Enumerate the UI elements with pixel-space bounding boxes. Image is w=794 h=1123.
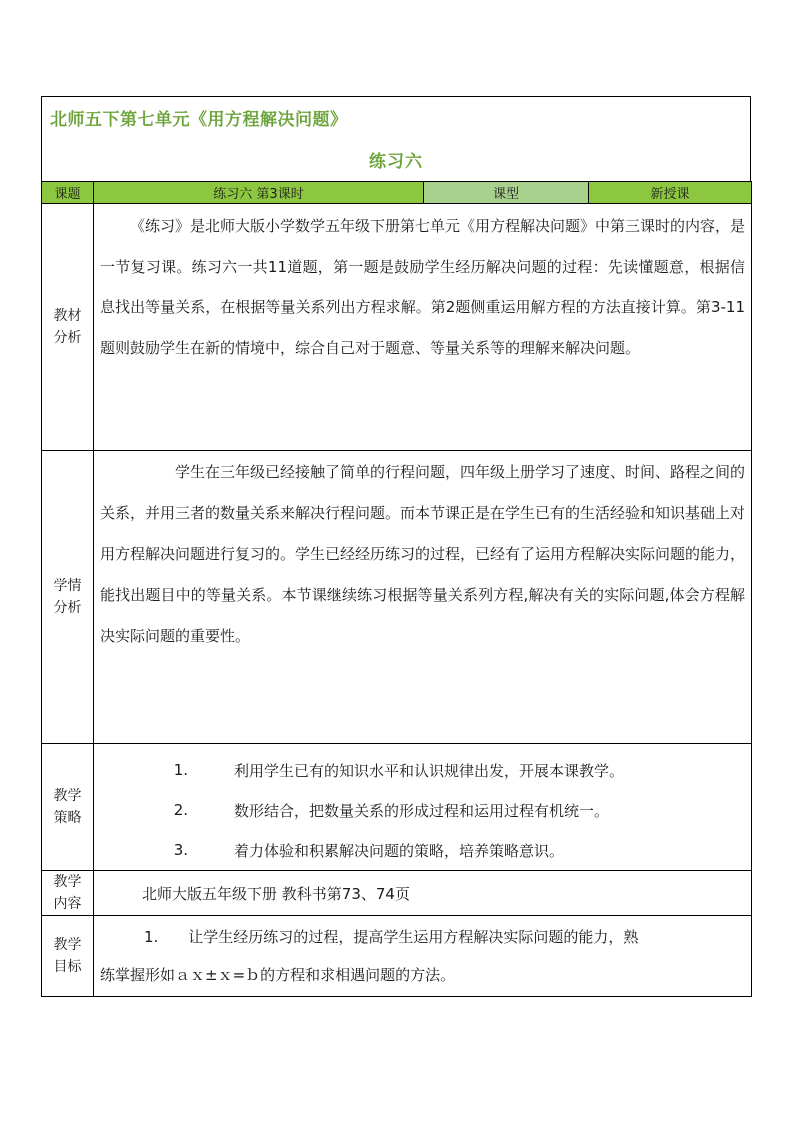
topic-value: 练习六 第3课时 — [94, 182, 424, 204]
material-text: 《练习》是北师大版小学数学五年级下册第七单元《用方程解决问题》中第三课时的内容，是一节复习课。练习六一共11道题，第一题是鼓励学生经历解决问题的过程：先读懂题意，根据信息找出等量关系，在根据等量关系列出方程求解。第2题侧重运用解方程的方法直接计算。第3-11题则鼓励学生在新的情境中，综合自己对于题意、等量关系等的理解来解决问题。 — [100, 217, 746, 357]
type-label: 课型 — [424, 182, 589, 204]
list-item-number: 2. — [173, 801, 188, 819]
goal-line-1: 1. 让学生经历练习的过程，提高学生运用方程解决实际问题的能力，熟 — [144, 928, 639, 946]
goal-row — [42, 916, 752, 997]
lesson-plan-table — [41, 181, 752, 997]
list-item-number: 3. — [173, 841, 188, 859]
strategy-label-text: 教学 策略 — [53, 788, 82, 826]
list-item — [94, 790, 751, 830]
info-row — [42, 182, 752, 204]
strategy-list — [94, 744, 751, 870]
type-value: 新授课 — [589, 182, 752, 204]
list-item — [94, 830, 751, 870]
student-label — [42, 451, 94, 744]
title-box — [41, 96, 751, 181]
list-item-number: 1. — [173, 761, 188, 779]
student-cell — [94, 451, 752, 744]
goal-label — [42, 916, 94, 997]
material-label — [42, 204, 94, 451]
main-title: 北师五下第七单元《用方程解决问题》 — [50, 110, 348, 130]
list-item-text: 利用学生已有的知识水平和认识规律出发，开展本课教学。 — [234, 761, 625, 780]
goal-cell — [94, 916, 752, 997]
list-item-text: 着力体验和积累解决问题的策略，培养策略意识。 — [234, 841, 565, 860]
student-text: 学生在三年级已经接触了简单的行程问题，四年级上册学习了速度、时间、路程之间的关系，并用三者的数量关系来解决行程问题。而本节课正是在学生已有的生活经验和知识基础上对用方程解决问题进行复习的。学生已经经历练习的过程，已经有了运用方程解决实际问题的能力，能找出题目中的等量关系。本节课继续练习根据等量关系列方程,解决有关的实际问题,体会方程解决实际问题的重要性。 — [100, 463, 746, 645]
student-label-text: 学情 分析 — [53, 578, 82, 616]
goal-text — [94, 916, 751, 994]
content-cell — [94, 871, 752, 916]
strategy-label — [42, 744, 94, 871]
material-label-text: 教材 分析 — [53, 308, 82, 346]
topic-label: 课题 — [42, 182, 94, 204]
content-row — [42, 871, 752, 916]
student-row — [42, 451, 752, 744]
sub-title: 练习六 — [369, 152, 423, 172]
content-label — [42, 871, 94, 916]
goal-line-2: 练掌握形如ａｘ±ｘ=ｂ的方程和求相遇问题的方法。 — [100, 966, 456, 984]
strategy-row — [42, 744, 752, 871]
strategy-cell — [94, 744, 752, 871]
material-row — [42, 204, 752, 451]
material-cell — [94, 204, 752, 451]
list-item-text: 数形结合，把数量关系的形成过程和运用过程有机统一。 — [234, 801, 610, 820]
lesson-plan-sheet — [41, 96, 751, 997]
goal-label-text: 教学 目标 — [53, 937, 82, 975]
content-text: 北师大版五年级下册 教科书第73、74页 — [142, 884, 410, 903]
content-label-text: 教学 内容 — [53, 874, 82, 912]
list-item — [94, 750, 751, 790]
